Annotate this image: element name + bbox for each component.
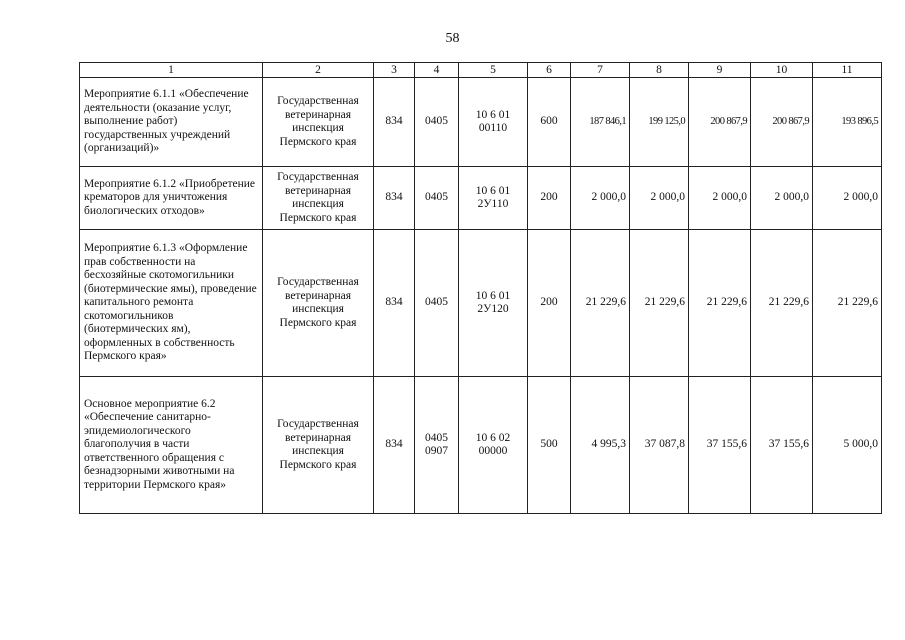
executor-cell: Государственная ветеринарная инспекция Пермского края [263, 377, 374, 514]
section-cell: 0405 [415, 78, 459, 167]
column-header: 3 [374, 63, 415, 78]
column-header: 2 [263, 63, 374, 78]
value-cell: 21 229,6 [571, 230, 630, 377]
column-header: 11 [813, 63, 882, 78]
section-cell: 0405 [415, 167, 459, 230]
value-cell: 200 867,9 [751, 78, 813, 167]
table-row [80, 78, 882, 167]
table-row [80, 230, 882, 377]
activity-name-cell: Основное мероприятие 6.2 «Обеспечение санитарно-эпидемиологического благополучия в части ответственного обращения с безнадзорными животными на территории Пермского края» [80, 377, 263, 514]
value-cell: 37 155,6 [751, 377, 813, 514]
executor-cell: Государственная ветеринарная инспекция Пермского края [263, 78, 374, 167]
value-cell: 37 087,8 [630, 377, 689, 514]
value-cell: 4 995,3 [571, 377, 630, 514]
executor-cell: Государственная ветеринарная инспекция Пермского края [263, 230, 374, 377]
value-cell: 193 896,5 [813, 78, 882, 167]
expense-type-cell: 200 [528, 167, 571, 230]
value-cell: 21 229,6 [630, 230, 689, 377]
expense-type-cell: 500 [528, 377, 571, 514]
section-cell: 0405 [415, 230, 459, 377]
value-cell: 5 000,0 [813, 377, 882, 514]
grbs-cell: 834 [374, 377, 415, 514]
value-cell: 21 229,6 [813, 230, 882, 377]
value-cell: 2 000,0 [689, 167, 751, 230]
column-header: 7 [571, 63, 630, 78]
value-cell: 2 000,0 [571, 167, 630, 230]
activity-name-cell: Мероприятие 6.1.3 «Оформление прав собственности на бесхозяйные скотомогильники (биотермические ямы), проведение капитального ремонта скотомогильников (биотермических ям), оформленных в собственность Пермского края» [80, 230, 263, 377]
value-cell: 21 229,6 [689, 230, 751, 377]
value-cell: 2 000,0 [630, 167, 689, 230]
target-article-cell: 10 6 02 00000 [459, 377, 528, 514]
grbs-cell: 834 [374, 167, 415, 230]
value-cell: 200 867,9 [689, 78, 751, 167]
column-header: 1 [80, 63, 263, 78]
column-header: 10 [751, 63, 813, 78]
target-article-cell: 10 6 01 2У110 [459, 167, 528, 230]
value-cell: 199 125,0 [630, 78, 689, 167]
column-header: 6 [528, 63, 571, 78]
table-row [80, 167, 882, 230]
activity-name-cell: Мероприятие 6.1.1 «Обеспечение деятельности (оказание услуг, выполнение работ) государственных учреждений (организаций)» [80, 78, 263, 167]
grbs-cell: 834 [374, 230, 415, 377]
activity-name-cell: Мероприятие 6.1.2 «Приобретение крематоров для уничтожения биологических отходов» [80, 167, 263, 230]
column-header: 4 [415, 63, 459, 78]
column-header: 8 [630, 63, 689, 78]
budget-table [79, 62, 882, 514]
value-cell: 21 229,6 [751, 230, 813, 377]
table-header-row [80, 63, 882, 78]
target-article-cell: 10 6 01 00110 [459, 78, 528, 167]
page-number: 58 [445, 31, 460, 46]
column-header: 9 [689, 63, 751, 78]
table-row [80, 377, 882, 514]
section-cell: 0405 0907 [415, 377, 459, 514]
value-cell: 37 155,6 [689, 377, 751, 514]
target-article-cell: 10 6 01 2У120 [459, 230, 528, 377]
expense-type-cell: 200 [528, 230, 571, 377]
column-header: 5 [459, 63, 528, 78]
executor-cell: Государственная ветеринарная инспекция Пермского края [263, 167, 374, 230]
value-cell: 187 846,1 [571, 78, 630, 167]
value-cell: 2 000,0 [751, 167, 813, 230]
value-cell: 2 000,0 [813, 167, 882, 230]
grbs-cell: 834 [374, 78, 415, 167]
expense-type-cell: 600 [528, 78, 571, 167]
